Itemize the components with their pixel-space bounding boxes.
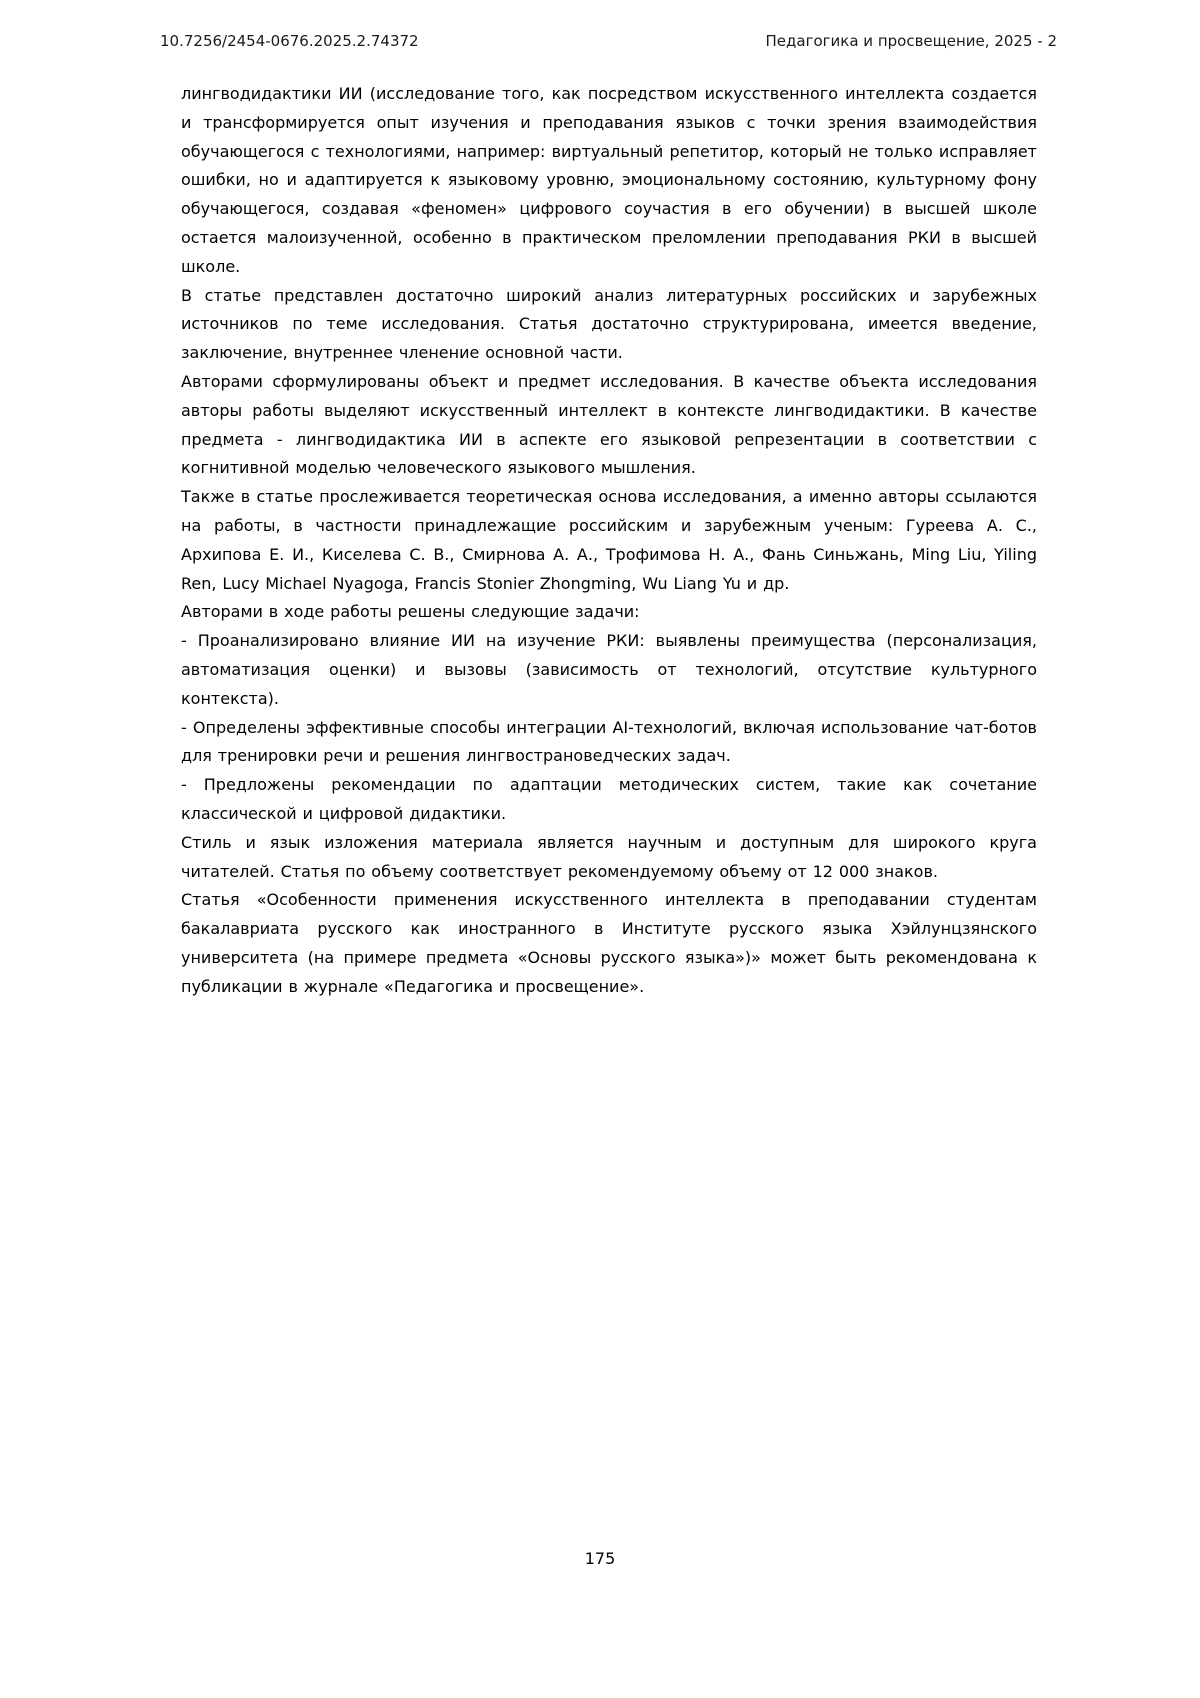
paragraph: лингводидактики ИИ (исследование того, как посредством искусственного интеллекта создается и трансформируется опыт изучения и преподавания языков с точки зрения взаимодействия обучающегося с технологиями, например: виртуальный репетитор, который не только исправляет ошибки, но и адаптируется к языковому уровню, эмоциональному состоянию, культурному фону обучающегося, создавая «феномен» цифрового соучастия в его обучении) в высшей школе остается малоизученной, особенно в практическом преломлении преподавания РКИ в высшей школе. xyxy=(181,84,1037,276)
journal-title: Педагогика и просвещение, 2025 - 2 xyxy=(765,32,1057,50)
doi-reference: 10.7256/2454-0676.2025.2.74372 xyxy=(160,32,419,50)
paragraph: В статье представлен достаточно широкий анализ литературных российских и зарубежных источников по теме исследования. Статья достаточно структурирована, имеется введение, заключение, внутреннее членение основной части. xyxy=(181,285,1037,363)
paragraph: - Проанализировано влияние ИИ на изучение РКИ: выявлены преимущества (персонализация, автоматизация оценки) и вызовы (зависимость от технологий, отсутствие культурного контекста). xyxy=(181,631,1037,708)
page-footer xyxy=(0,1549,1200,1568)
paragraph: Авторами в ходе работы решены следующие задачи: xyxy=(181,602,640,622)
paragraph: - Предложены рекомендации по адаптации методических систем, такие как сочетание классической и цифровой дидактики. xyxy=(181,775,1037,823)
paragraph: Стиль и язык изложения материала является научным и доступным для широкого круга читателей. Статья по объему соответствует рекомендуемому объему от 12 000 знаков. xyxy=(181,832,1037,881)
paragraph: Авторами сформулированы объект и предмет исследования. В качестве объекта исследования авторы работы выделяют искусственный интеллект в контексте лингводидактики. В качестве предмета - лингводидактика ИИ в аспекте его языковой репрезентации в соответствии с когнитивной моделью человеческого языкового мышления. xyxy=(181,371,1037,478)
paragraph: Статья «Особенности применения искусственного интеллекта в преподавании студентам бакалавриата русского как иностранного в Институте русского языка Хэйлунцзянского университета (на примере предмета «Основы русского языка»)» может быть рекомендована к публикации в журнале «Педагогика и просвещение». xyxy=(181,890,1037,996)
paragraph: - Определены эффективные способы интеграции AI-технологий, включая использование чат-ботов для тренировки речи и решения лингвострановедческих задач. xyxy=(181,717,1037,766)
paragraph: Также в статье прослеживается теоретическая основа исследования, а именно авторы ссылаются на работы, в частности принадлежащие российским и зарубежным ученым: Гуреева А. С., Архипова Е. И., Киселева С. В., Смирнова А. А., Трофимова Н. А., Фань Синьжань, Ming Liu, Yiling Ren, Lucy Michael Nyagoga, Francis Stonier Zhongming, Wu Liang Yu и др. xyxy=(181,487,1037,593)
page-header xyxy=(160,32,1057,50)
page-number: 175 xyxy=(584,1549,616,1568)
document-body xyxy=(181,80,1037,1002)
